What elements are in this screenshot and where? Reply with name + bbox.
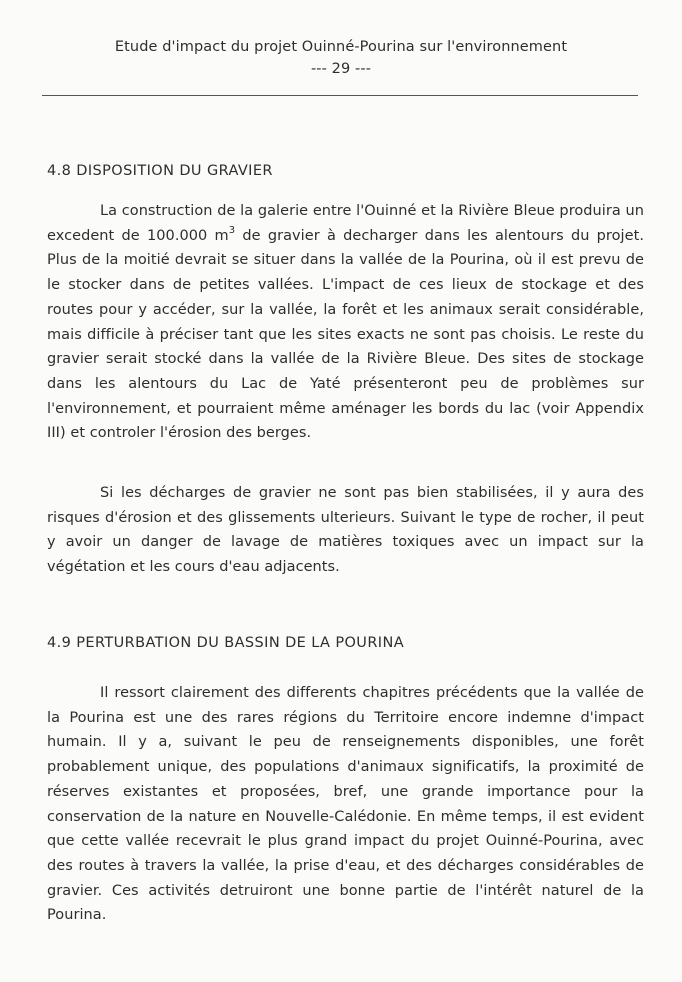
section-heading-4-8: 4.8 DISPOSITION DU GRAVIER [47,163,273,179]
paragraph-text: Il ressort clairement des differents chapitres précédents que la vallée de la Pourina est une des rares régions du Territoire encore indemne d'impact humain. Il y a, suivant le peu de renseignements disponibles, une forêt probablement unique, des populations d'animaux significatifs, la proximité de réserves existantes et proposées, bref, une grande importance pour la conservation de la nature en Nouvelle-Calédonie. En même temps, il est evident que cette vallée recevrait le plus grand impact du projet Ouinné-Pourina, avec des routes à travers la vallée, la prise d'eau, et des décharges considérables de gravier. Ces activités detruiront une bonne partie de l'intérêt naturel de la Pourina. [47,685,644,924]
running-header [0,36,682,80]
paragraph-pourina-1 [47,681,644,928]
paragraph-text: La construction de la galerie entre l'Ouinné et la Rivière Bleue produira un excedent de 100.000 m [47,203,644,244]
superscript: 3 [228,224,236,236]
paragraph-gravier-2 [47,481,644,580]
paragraph-text: Si les décharges de gravier ne sont pas bien stabilisées, il y aura des risques d'érosion et des glissements ulterieurs. Suivant le type de rocher, il peut y avoir un danger de lavage de matières toxiques avec un impact sur la végétation et les cours d'eau adjacents. [47,485,644,576]
page-number: --- 29 --- [310,61,372,77]
header-rule [42,95,638,96]
section-heading-4-9: 4.9 PERTURBATION DU BASSIN DE LA POURINA [47,635,405,651]
paragraph-text: de gravier à decharger dans les alentours du projet. Plus de la moitié devrait se situer dans la vallée de la Pourina, où il est prevu de le stocker dans de petites vallées. L'impact de ces lieux de stockage et des routes pour y accéder, sur la vallée, la forêt et les animaux serait considérable, mais difficile à préciser tant que les sites exacts ne sont pas choisis. Le reste du gravier serait stocké dans la vallée de la Rivière Bleue. Des sites de stockage dans les alentours du Lac de Yaté présenteront peu de problèmes sur l'environnement, et pourraient même aménager les bords du lac (voir Appendix III) et controler l'érosion des berges. [47,227,644,442]
paragraph-gravier-1 [47,199,644,446]
document-title: Etude d'impact du projet Ouinné-Pourina sur l'environnement [114,39,568,55]
